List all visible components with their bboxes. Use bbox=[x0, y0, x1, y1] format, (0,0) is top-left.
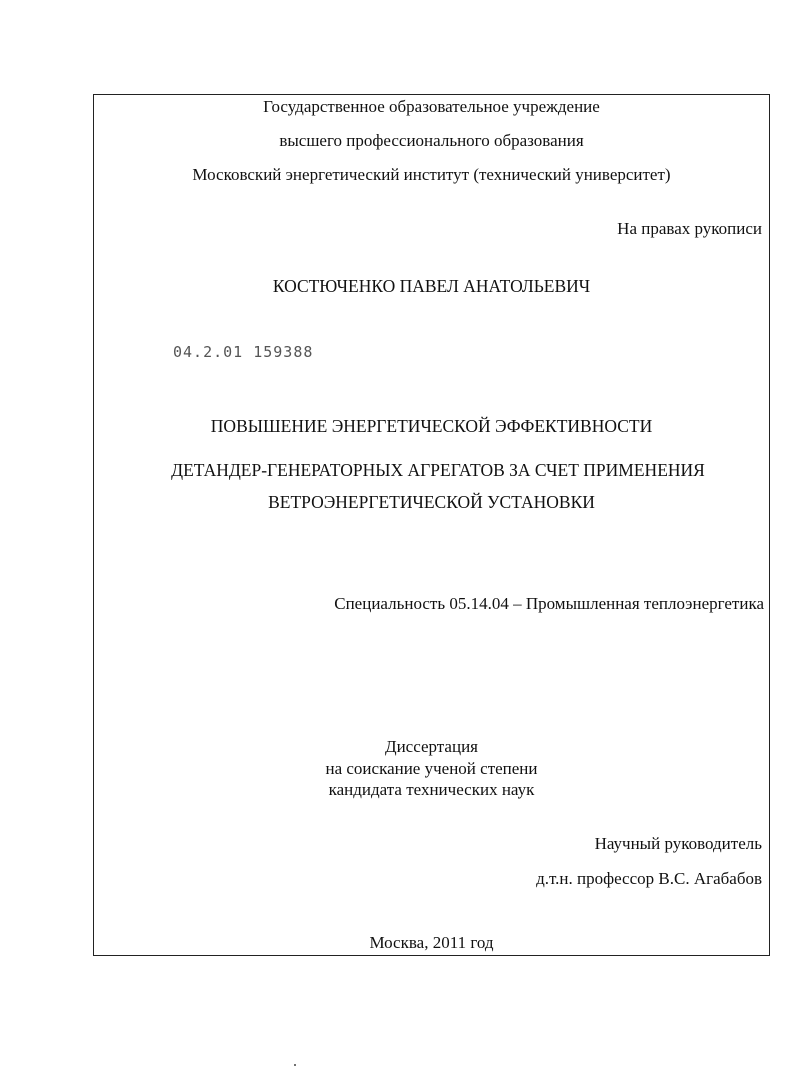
institution-line-1: Государственное образовательное учреждение bbox=[263, 97, 600, 116]
stamp-code: 04.2.01 bbox=[173, 343, 244, 361]
title-line-1: ПОВЫШЕНИЕ ЭНЕРГЕТИЧЕСКОЙ ЭФФЕКТИВНОСТИ bbox=[210, 416, 653, 436]
rights-note: На правах рукописи bbox=[617, 219, 762, 238]
scan-speck bbox=[294, 1064, 296, 1066]
institution-line-3: Московский энергетический институт (технический университет) bbox=[192, 165, 671, 184]
title-line-3: ВЕТРОЭНЕРГЕТИЧЕСКОЙ УСТАНОВКИ bbox=[268, 492, 595, 512]
degree-line-3: кандидата технических наук bbox=[328, 780, 535, 799]
supervisor-label: Научный руководитель bbox=[594, 834, 762, 853]
title-line-2: ДЕТАНДЕР-ГЕНЕРАТОРНЫХ АГРЕГАТОВ ЗА СЧЕТ ПРИМЕНЕНИЯ bbox=[171, 460, 705, 480]
supervisor-name: д.т.н. профессор В.С. Агабабов bbox=[536, 869, 762, 888]
degree-line-2: на соискание ученой степени bbox=[325, 759, 538, 778]
author-name: КОСТЮЧЕНКО ПАВЕЛ АНАТОЛЬЕВИЧ bbox=[272, 276, 591, 296]
place-year: Москва, 2011 год bbox=[369, 933, 494, 952]
institution-line-2: высшего профессионального образования bbox=[279, 131, 584, 150]
stamp-number: 159388 bbox=[253, 343, 314, 361]
specialty: Специальность 05.14.04 – Промышленная теплоэнергетика bbox=[334, 594, 764, 613]
archive-stamp bbox=[173, 343, 313, 361]
degree-line-1: Диссертация bbox=[384, 737, 478, 756]
